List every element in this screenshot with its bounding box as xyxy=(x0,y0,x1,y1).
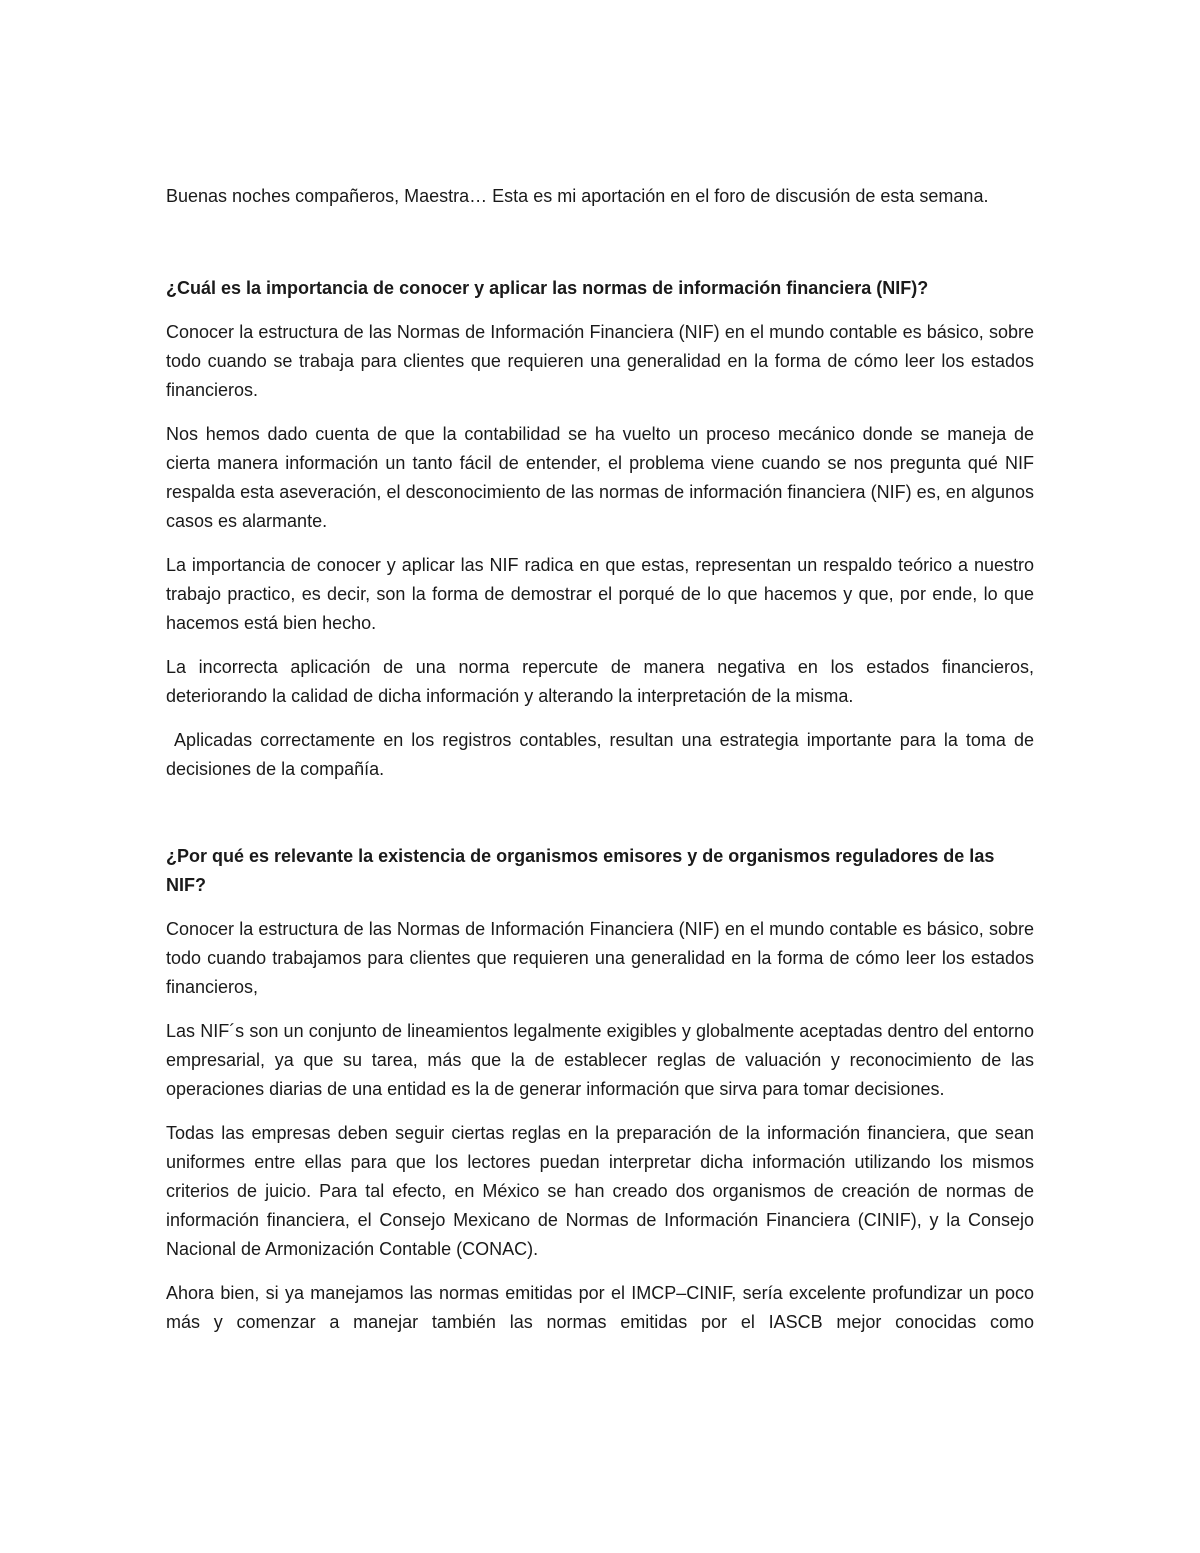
question-heading-2: ¿Por qué es relevante la existencia de organismos emisores y de organismos reguladores de las NIF? xyxy=(166,846,995,895)
q1-paragraph-1: Conocer la estructura de las Normas de Información Financiera (NIF) en el mundo contable es básico, sobre todo cuando se trabaja para clientes que requieren una generalidad en la forma de cómo leer los estados financieros. xyxy=(166,322,1034,400)
q1-paragraph-4: La incorrecta aplicación de una norma repercute de manera negativa en los estados financieros, deteriorando la calidad de dicha información y alterando la interpretación de la misma. xyxy=(166,657,1034,706)
q2-paragraph-4: Ahora bien, si ya manejamos las normas emitidas por el IMCP–CINIF, sería excelente profundizar un poco más y comenzar a manejar también las normas emitidas por el IASCB mejor conocidas como xyxy=(166,1283,1034,1332)
q1-paragraph-5: Aplicadas correctamente en los registros contables, resultan una estrategia importante para la toma de decisiones de la compañía. xyxy=(166,730,1040,779)
q2-paragraph-1: Conocer la estructura de las Normas de Información Financiera (NIF) en el mundo contable es básico, sobre todo cuando trabajamos para clientes que requieren una generalidad en la forma de cómo leer los estados financieros, xyxy=(166,919,1034,997)
q2-paragraph-2: Las NIF´s son un conjunto de lineamientos legalmente exigibles y globalmente aceptadas dentro del entorno empresarial, ya que su tarea, más que la de establecer reglas de valuación y reconocimiento de las operaciones diarias de una entidad es la de generar información que sirva para tomar decisiones. xyxy=(166,1021,1034,1099)
q2-paragraph-3: Todas las empresas deben seguir ciertas reglas en la preparación de la información financiera, que sean uniformes entre ellas para que los lectores puedan interpretar dicha información utilizando los mismos criterios de juicio. Para tal efecto, en México se han creado dos organismos de creación de normas de información financiera, el Consejo Mexicano de Normas de Información Financiera (CINIF), y la Consejo Nacional de Armonización Contable (CONAC). xyxy=(166,1123,1034,1259)
intro-paragraph: Buenas noches compañeros, Maestra… Esta es mi aportación en el foro de discusión de esta semana. xyxy=(166,186,989,206)
q1-paragraph-3: La importancia de conocer y aplicar las NIF radica en que estas, representan un respaldo teórico a nuestro trabajo practico, es decir, son la forma de demostrar el porqué de lo que hacemos y que, por ende, lo que hacemos está bien hecho. xyxy=(166,555,1034,633)
document-page xyxy=(166,182,1040,1352)
question-heading-1: ¿Cuál es la importancia de conocer y aplicar las normas de información financiera (NIF)? xyxy=(166,278,929,298)
q1-paragraph-2: Nos hemos dado cuenta de que la contabilidad se ha vuelto un proceso mecánico donde se maneja de cierta manera información un tanto fácil de entender, el problema viene cuando se nos pregunta qué NIF respalda esta aseveración, el desconocimiento de las normas de información financiera (NIF) es, en algunos casos es alarmante. xyxy=(166,424,1034,531)
